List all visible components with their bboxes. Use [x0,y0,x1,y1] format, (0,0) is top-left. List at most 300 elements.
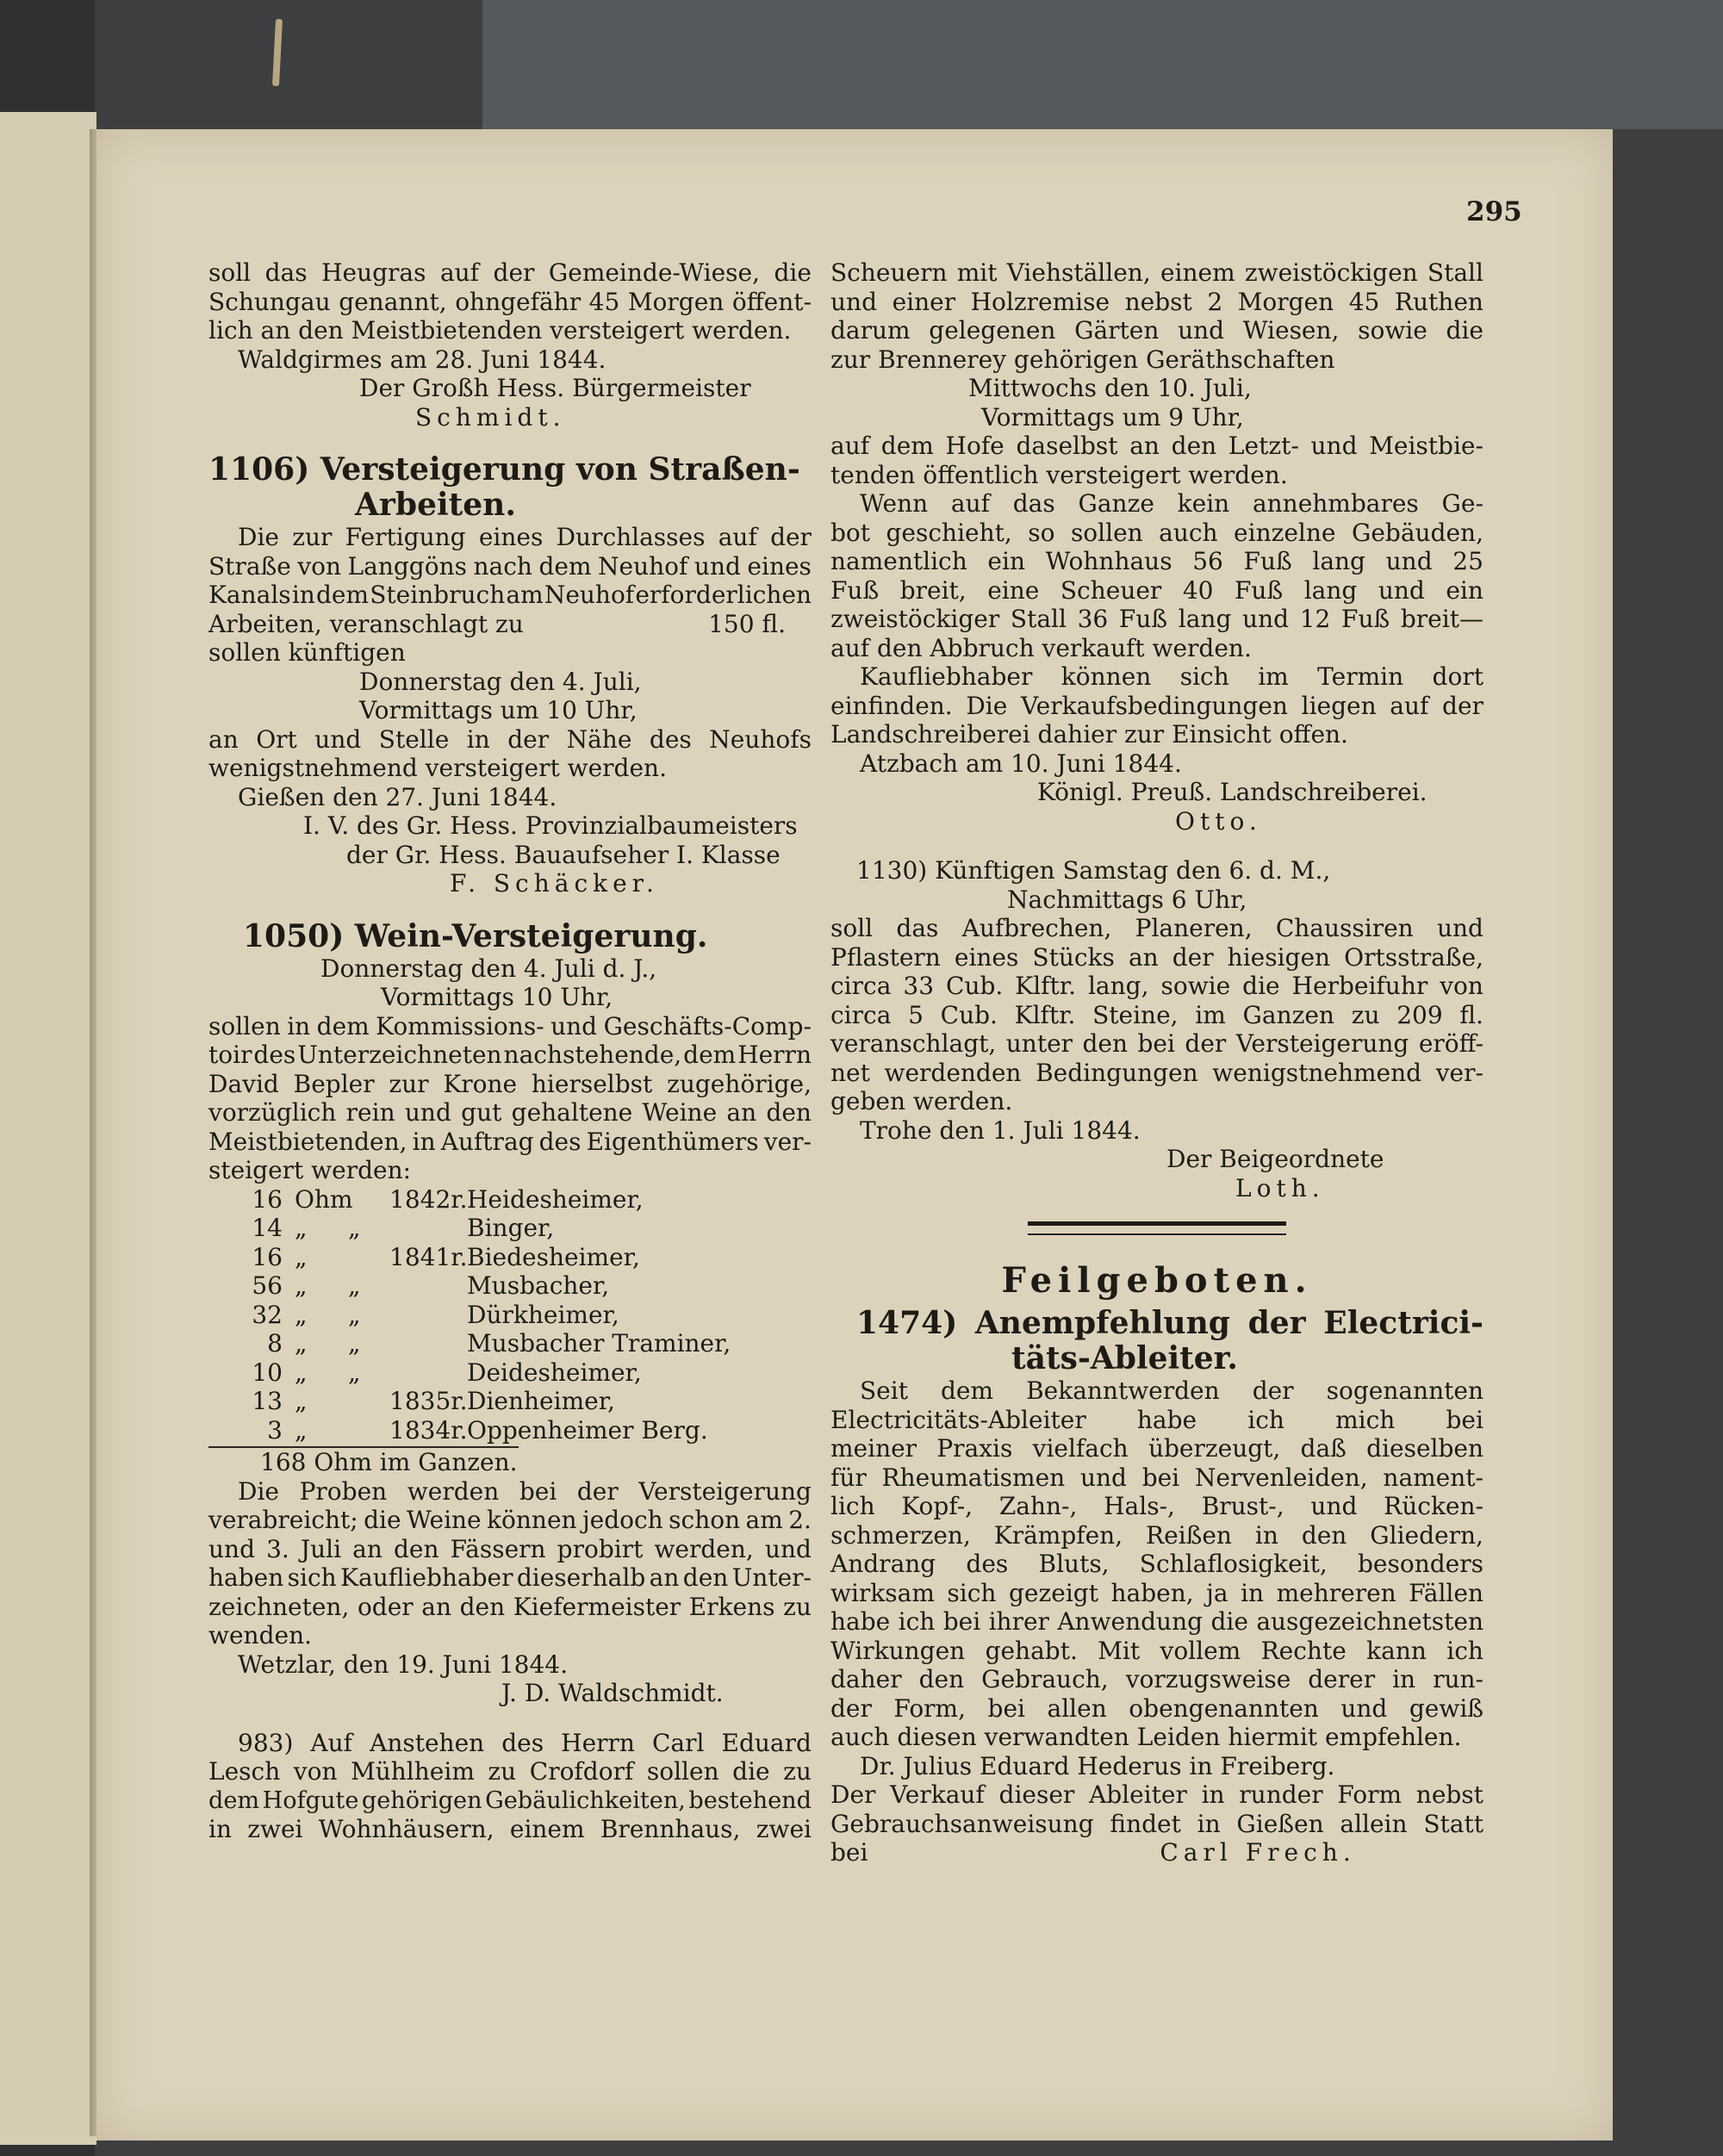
text-line [830,489,1484,519]
wine-unit: „ [295,1387,308,1415]
word: Gärten [1074,316,1160,345]
word: Wenn [860,489,929,518]
word: Klftr. [1014,1000,1076,1029]
word: und [1310,432,1358,460]
list-item [208,1416,812,1445]
signature-name: F. Schäcker. [450,869,659,898]
word: einem [1160,258,1235,287]
word: rein [345,1098,395,1127]
word: Anwendung [1057,1607,1204,1636]
word: 2. [788,1506,812,1534]
wine-unit: Ohm [295,1184,353,1214]
wine-year [389,1214,467,1243]
word: Fuß [1243,547,1292,575]
signature-name: Schmidt. [415,402,566,432]
word: Ge- [1441,489,1484,518]
word: wenigstnehmend [1212,1058,1422,1087]
word: Meistbie- [1369,432,1484,460]
word: Verkaufsbedingungen [1021,691,1288,720]
word: net [830,1058,870,1087]
word: Herrn [737,1041,812,1069]
text-line [208,1593,812,1622]
word: Nervenleiden, [1194,1463,1368,1492]
text-line [208,1786,812,1816]
word: Juli [300,1534,342,1563]
text-line [830,1434,1484,1463]
word: Kiefermeister [513,1592,681,1621]
word: geschieht, [886,518,1012,547]
word: Die [966,691,1008,720]
word: und [764,1534,812,1563]
word: Mühlheim [351,1757,475,1786]
word: Pflastern [830,942,941,972]
word: gehörigen [361,1786,482,1814]
signature-name: Loth. [1235,1173,1325,1202]
word: und [1340,1693,1388,1723]
signature-title: der Gr. Hess. Bauaufseher I. Klasse [346,840,781,869]
word: Ruthen [1394,287,1484,316]
notice-1050-wine-auction [208,919,812,1708]
word: werden, [654,1534,754,1563]
word: Eduard [721,1728,812,1757]
word: so [1028,518,1055,547]
word: lang [1312,547,1365,575]
place-date: Waldgirmes am 28. Juni 1844. [238,345,606,374]
word: der [507,724,550,754]
word: vielfach [1032,1434,1129,1463]
list-item [208,1243,812,1272]
wine-name: Deidesheimer, [467,1358,642,1387]
list-item [208,1271,812,1301]
word: dem [683,1041,737,1069]
word: und [1310,1492,1358,1520]
wine-ditto [348,1243,389,1272]
notice-1106-road-works [208,452,812,898]
word: Zahn-, [998,1492,1078,1520]
word: vorzugsweise [1125,1665,1291,1693]
word: annehmbares [1252,489,1419,518]
word: Schungau [208,287,331,316]
text-line [830,1780,1484,1810]
wine-ditto: „ [348,1300,361,1329]
text-line: zur Brennerey gehörigen Geräthschaften [830,345,1335,374]
word: 2 [1207,287,1223,316]
text-line [830,432,1484,461]
text-line [830,316,1484,345]
text-line [208,1128,812,1157]
word: Fuß [830,575,880,605]
text-line [830,972,1484,1001]
word: zwei [756,1815,812,1843]
word: und [1436,914,1484,942]
word: auf [439,258,480,287]
word: die [1242,972,1280,1000]
wine-name: Heidesheimer, [467,1184,644,1214]
page-number: 295 [1466,196,1522,227]
word: auch [1159,518,1218,547]
price: 150 fl. [708,609,786,638]
section-divider [1028,1221,1286,1235]
text-line [830,1810,1484,1839]
text-line [208,725,812,755]
word: daselbst [1016,432,1118,460]
word: ein [987,547,1025,575]
word: Auf [310,1728,353,1757]
word: eröff- [1418,1029,1484,1058]
word: des [966,1550,1009,1578]
wine-unit: „ [295,1329,308,1358]
word: Fuß [1341,605,1390,633]
text-line [208,581,812,610]
word: zweistöckiger [830,605,1000,633]
text-line [830,1607,1484,1637]
wine-name: Dienheimer, [467,1387,615,1415]
word: Weine [407,1506,482,1534]
word: haben, [1110,1578,1194,1607]
wine-ditto [348,1416,389,1445]
text-line [830,576,1484,606]
word: Fuß [1235,575,1284,605]
word: obengenannten [1129,1693,1319,1723]
word: am [745,1506,783,1534]
word: auf [1390,691,1429,720]
text-line [830,1665,1484,1694]
list-item [208,1185,812,1215]
word: Kaufliebhaber [340,1563,513,1592]
word: Gießen [1236,1809,1324,1838]
text-line [830,1376,1484,1406]
word: 56 [1192,547,1223,575]
auction-date: Donnerstag den 4. Juli d. J., [320,954,657,983]
wine-year: 1841r. [389,1242,468,1271]
word: des [538,1127,582,1156]
word: an [421,1592,452,1621]
word: dem [941,1376,994,1405]
word: dieser [998,1780,1075,1809]
word: ein [1446,575,1484,605]
word: Nähe [566,724,632,754]
word: hierselbst [531,1069,653,1098]
text-line [830,914,1484,943]
text-line [830,662,1484,692]
word: toir [208,1041,252,1069]
word: findet [1110,1809,1181,1838]
wine-name: Dürkheimer, [467,1300,619,1329]
word: nachstehende, [503,1041,682,1069]
word: Stelle [378,724,450,754]
word: werdenden [884,1058,1022,1087]
word: die [364,1506,401,1534]
text-line [830,1838,1484,1867]
word: Ganze [1078,489,1154,518]
word: erforderlichen [635,581,812,609]
word: Steinbruch [370,581,506,609]
word: liegen [1301,691,1377,720]
word: Cub. [940,1000,998,1029]
wine-total: 168 Ohm im Ganzen. [260,1448,518,1476]
word: und [404,1098,451,1127]
word: sich [947,1578,997,1607]
word: überzeugt, [1148,1434,1281,1463]
word: nach [473,551,532,581]
text-line [208,1506,812,1535]
word: Viehställen, [1006,258,1151,287]
word: unter [1005,1029,1073,1058]
newspaper-page [96,129,1613,2140]
word: Ganzen [1242,1000,1334,1029]
wine-qty: 14 [252,1214,283,1242]
wine-unit: „ [295,1358,308,1387]
word: zu [783,1757,812,1786]
text-line [830,288,1484,317]
word: wirksam [830,1578,935,1607]
word: sowie [1160,972,1231,1000]
word: sogenannten [1326,1376,1484,1405]
text-line [208,1757,812,1786]
wine-qty: 10 [252,1358,283,1387]
word: run- [1433,1665,1484,1693]
word: Praxis [936,1434,1013,1463]
word: Scheuer [1060,575,1162,605]
notice-hay-auction [208,258,812,432]
wine-year: 1835r. [389,1387,468,1415]
word: ver- [1435,1058,1484,1087]
word: Kaufliebhaber [860,662,1033,691]
notice-1130-street-works [830,856,1484,1202]
text-line: sollen künftigen [208,638,406,667]
word: Bluts, [1038,1550,1110,1578]
word: zur [292,523,333,551]
auction-date: Mittwochs den 10. Juli, [968,374,1252,402]
word: und [550,1011,598,1041]
text-span: bei [830,1838,868,1867]
word: den [1171,432,1217,460]
word: in [1197,1809,1221,1838]
signature-name: Dr. Julius Eduard Hederus in Freiberg. [860,1751,1335,1780]
place-date: Gießen den 27. Juni 1844. [238,782,557,811]
word: Krämpfen, [993,1520,1123,1550]
word: bot [830,518,871,547]
text-line: auch diesen verwandten Leiden hiermit empfehlen. [830,1723,1462,1751]
word: lang [1178,605,1232,633]
wine-year [389,1271,467,1301]
word: in [291,581,315,609]
word: 1474) [856,1305,958,1341]
word: der [1252,1376,1294,1405]
wine-name: Oppenheimer Berg. [467,1415,708,1445]
word: und [1385,547,1433,575]
left-column [208,258,812,1844]
word: des [253,1041,296,1069]
text-line: steigert werden: [208,1156,412,1184]
word: für [830,1463,867,1492]
wine-qty: 56 [252,1271,283,1300]
word: Brennhaus, [600,1815,741,1843]
word: circa [830,1000,892,1029]
word: Eigenthümers [586,1127,759,1156]
word: 36 [1077,605,1109,633]
word: im [1258,662,1289,691]
word: bei [519,1476,557,1506]
wine-year [389,1301,467,1330]
word: ohngefähr [455,287,582,316]
signature-title: Königl. Preuß. Landschreiberei. [1037,778,1428,806]
word: einfinden. [830,691,953,720]
text-line [830,547,1484,576]
word: den [459,1592,506,1621]
place-date: Wetzlar, den 19. Juni 1844. [238,1650,568,1679]
word: Die [238,523,279,551]
wine-list [208,1185,812,1477]
word: die [732,1757,770,1786]
word: Stücks [1032,942,1115,972]
word: die [774,258,812,287]
text-line [830,1492,1484,1521]
word: habe [830,1607,891,1636]
word: den [1301,1520,1347,1550]
word: gezeigt [1009,1578,1098,1607]
word: in [1201,1780,1225,1809]
word: ausgezeichnetsten [1256,1607,1484,1636]
word: Bekanntwerden [1026,1376,1220,1405]
word: Fässern [450,1534,546,1563]
word: Rheumatismen [881,1463,1066,1492]
word: ich [898,1607,936,1636]
wine-unit: „ [295,1300,308,1329]
wine-name: Musbacher, [467,1271,610,1300]
place-date: Trohe den 1. Juli 1844. [860,1115,1141,1145]
word: der [493,258,535,287]
word: Seit [860,1376,908,1405]
word: Heugras [321,258,426,287]
word: lang [1303,575,1358,605]
word: sowie [1358,316,1428,345]
word: Stall [1010,605,1067,633]
list-item [208,1214,812,1243]
text-line [208,610,812,639]
word: derer [1308,1665,1376,1693]
word: an [208,724,239,754]
word: 5 [908,1000,924,1029]
text-line [208,1535,812,1564]
list-item [208,1329,812,1358]
signature-name: J. D. Waldschmidt. [501,1679,724,1707]
text-line [208,1729,812,1758]
word: der [576,1476,619,1506]
word: zur [389,1069,429,1098]
text-line [208,1041,812,1070]
facing-page-edge [0,112,96,2145]
word: Termin [1317,662,1404,691]
auction-time: Vormittags um 10 Uhr, [359,696,638,724]
word: genannt, [339,287,447,316]
word: Krone [443,1069,518,1098]
text-line: wenden. [208,1621,312,1650]
word: ihrer [988,1607,1049,1636]
text-line: geben werden. [830,1087,1013,1115]
wine-qty: 8 [267,1329,283,1358]
word: 33 [903,972,935,1000]
text-line [830,692,1484,721]
word: circa [830,972,892,1000]
word: Geschäfts-Comp- [603,1011,812,1041]
word: Morgen [627,287,725,316]
word: 45 [588,287,620,316]
word: Neuhof [598,551,688,581]
word: Reißen [1146,1520,1232,1550]
word: dort [1432,662,1484,691]
word: David [208,1069,279,1098]
notice-title-cont: Arbeiten. [355,487,516,523]
wine-qty: 13 [252,1387,283,1415]
word: Gebrauch, [981,1665,1109,1693]
word: des [501,1728,544,1757]
text-line [208,1477,812,1507]
word: Herrn [561,1728,635,1757]
word: Form [1337,1780,1403,1809]
word: im [1195,1000,1226,1029]
wine-qty: 32 [252,1300,283,1329]
word: soll [208,258,252,287]
word: Proben [299,1476,388,1506]
word: schon [669,1506,741,1534]
word: 45 [1348,287,1380,316]
word: mit [956,258,998,287]
list-item [208,1358,812,1388]
text-line: wenigstnehmend versteigert werden. [208,754,667,782]
notice-title: 1130) Künftigen Samstag den 6. d. M., [856,856,1331,885]
right-column [830,258,1484,1867]
word: vorzüglich [208,1098,337,1127]
word: veranschlagt, [830,1029,997,1058]
word: zugehörige, [667,1069,812,1098]
word: Lesch [208,1757,281,1786]
word: auf [718,523,757,551]
word: den [1082,1029,1129,1058]
text-line [830,605,1484,634]
word: allein [1340,1809,1408,1838]
word: Verkauf [890,1780,985,1809]
word: Gliedern, [1370,1520,1484,1550]
word: 40 [1182,575,1214,605]
word: 983) [238,1728,294,1757]
word: den [394,1534,439,1563]
word: werden [407,1476,500,1506]
word: und [1378,575,1425,605]
scan-background-top [482,0,1723,129]
word: Mit [1098,1636,1141,1665]
word: ich [1247,1405,1284,1434]
word: Rechte [1260,1636,1347,1665]
word: zeichneten, [208,1592,350,1621]
word: und [208,1534,255,1563]
word: haben [208,1563,284,1592]
auction-date: Donnerstag den 4. Juli, [359,667,642,696]
wine-year: 1842r. [389,1184,468,1214]
word: und [694,551,741,581]
word: Erkens [688,1592,775,1621]
text-line [208,288,812,317]
word: und [314,724,362,754]
notice-title: 1050) Wein-Versteigerung. [243,917,708,954]
bookmark-strip [272,19,283,86]
text-line [208,1012,812,1041]
word: oder [357,1592,414,1621]
word: Wohnhäusern, [318,1815,495,1843]
word: 3. [266,1534,289,1563]
word: Cub. [946,972,1004,1000]
word: in [287,1011,311,1041]
